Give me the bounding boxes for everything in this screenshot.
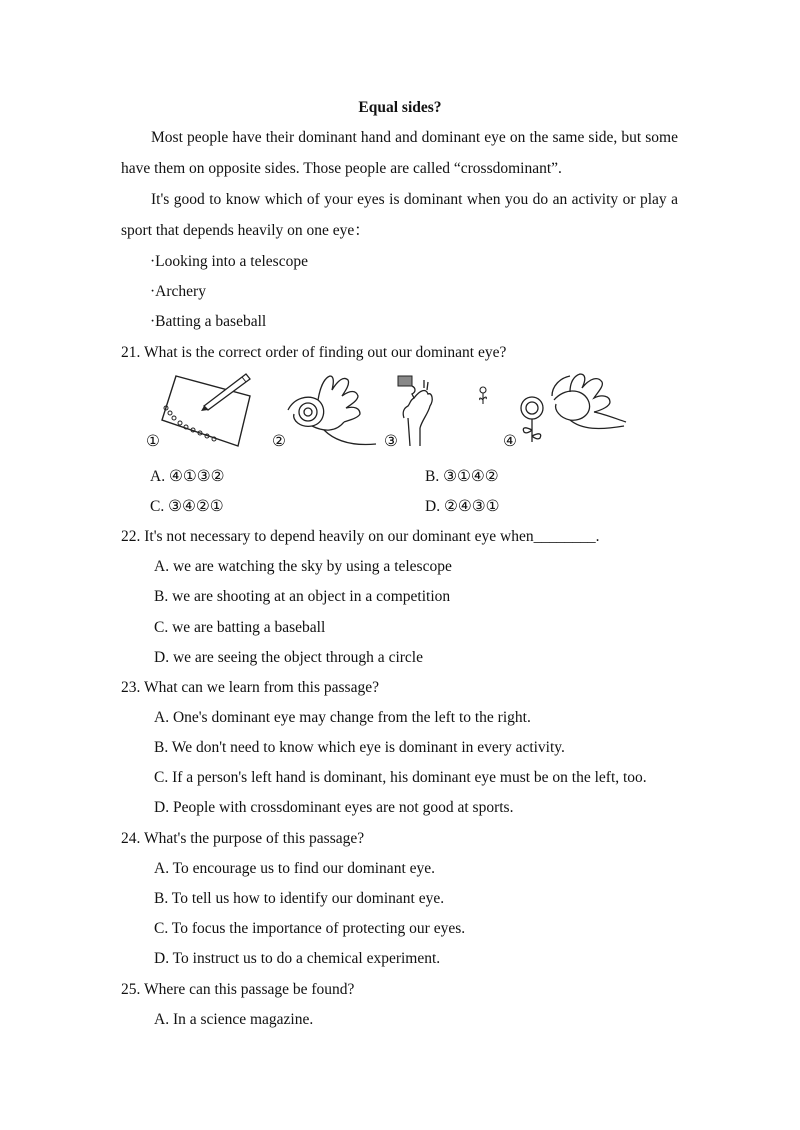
person-profile-icon (394, 370, 444, 448)
q23-option-a: A. One's dominant eye may change from the left to the right. (154, 709, 531, 726)
q22-option-a: A. we are watching the sky by using a telescope (154, 558, 452, 575)
q24-option-a: A. To encourage us to find our dominant eye. (154, 860, 436, 877)
flower-hand-icon (470, 370, 630, 450)
q21-option-d: D. ②④③① (425, 498, 500, 515)
q24-option-c: C. To focus the importance of protecting our eyes. (154, 920, 466, 937)
bullet-archery: ·Archery (150, 283, 206, 300)
bullet-telescope: ·Looking into a telescope (150, 253, 308, 270)
q23-option-c: C. If a person's left hand is dominant, his dominant eye must be on the left, too. (154, 769, 647, 786)
paragraph-1 (121, 123, 678, 184)
q24-option-d: D. To instruct us to do a chemical experiment. (154, 950, 441, 967)
question-21: 21. What is the correct order of finding out our dominant eye? (121, 344, 507, 361)
q22-option-d: D. we are seeing the object through a circle (154, 649, 423, 666)
paragraph-2-text: It's good to know which of your eyes is dominant when you do an activity or play a sport that depends heavily on one eye： (121, 191, 678, 239)
q21-option-a: A. ④①③② (150, 468, 225, 485)
bullet-baseball: ·Batting a baseball (150, 313, 267, 330)
notebook-pencil-icon (158, 368, 254, 450)
q24-option-b: B. To tell us how to identify our dominant eye. (154, 890, 445, 907)
q25-option-a: A. In a science magazine. (154, 1011, 314, 1028)
passage-title: Equal sides? (358, 99, 442, 116)
hand-circle-icon (284, 370, 380, 450)
q23-option-d: D. People with crossdominant eyes are not good at sports. (154, 799, 514, 816)
q21-option-c: C. ③④②① (150, 498, 224, 515)
figure-label-2: ② (272, 433, 286, 450)
q22-option-c: C. we are batting a baseball (154, 619, 326, 636)
q21-option-b: B. ③①④② (425, 468, 499, 485)
q22-option-b: B. we are shooting at an object in a competition (154, 588, 451, 605)
question-24: 24. What's the purpose of this passage? (121, 830, 365, 847)
paragraph-1-text: Most people have their dominant hand and dominant eye on the same side, but some have them on opposite sides. Those people are called “crossdominant”. (121, 129, 678, 177)
q23-option-b: B. We don't need to know which eye is dominant in every activity. (154, 739, 565, 756)
figure-label-1: ① (146, 433, 160, 450)
paragraph-2 (121, 185, 678, 246)
figure-label-4: ④ (503, 433, 517, 450)
figure-label-3: ③ (384, 433, 398, 450)
question-23: 23. What can we learn from this passage? (121, 679, 379, 696)
question-25: 25. Where can this passage be found? (121, 981, 355, 998)
question-22: 22. It's not necessary to depend heavily on our dominant eye when________. (121, 528, 600, 545)
